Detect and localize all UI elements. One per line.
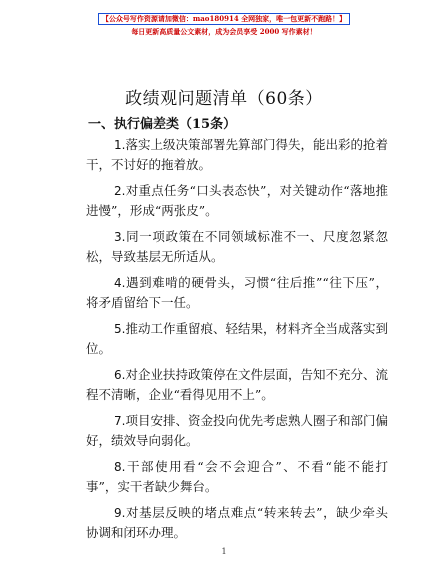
- item-number: 5.: [114, 322, 126, 336]
- item-text: 推动工作重留痕、轻结果，材料齐全当成落实到位。: [86, 321, 388, 356]
- item-text: 对重点任务“口头表态快”，对关键动作“落地推进慢”，形成“两张皮”。: [86, 183, 388, 218]
- list-item: [86, 181, 388, 221]
- list-item: [86, 135, 388, 175]
- item-number: 7.: [114, 414, 126, 428]
- list-item: [86, 365, 388, 405]
- item-number: 6.: [114, 368, 126, 382]
- list-item: [86, 227, 388, 267]
- list-item: [86, 411, 388, 451]
- list-item: [86, 319, 388, 359]
- item-text: 对企业扶持政策停在文件层面，告知不充分、流程不清晰，企业“看得见用不上”。: [86, 367, 388, 402]
- item-number: 1.: [114, 138, 126, 152]
- item-text: 干部使用看“会不会迎合”、不看“能不能打事”，实干者缺少舞台。: [86, 459, 388, 494]
- header-banner: [0, 6, 448, 37]
- item-number: 8.: [114, 460, 126, 474]
- section-heading: 一、执行偏差类（15条）: [88, 117, 237, 132]
- list-item: [86, 457, 388, 497]
- list-item: [86, 503, 388, 543]
- banner-line-2: 每日更新高质量公文素材，成为会员享受 2000 写作素材！: [131, 27, 317, 36]
- item-number: 3.: [114, 230, 126, 244]
- page-number: 1: [221, 547, 227, 556]
- item-text: 遇到难啃的硬骨头，习惯“往后推”“往下压”，将矛盾留给下一任。: [86, 275, 388, 310]
- item-number: 4.: [114, 276, 126, 290]
- item-text: 落实上级决策部署先算部门得失，能出彩的抢着干，不讨好的拖着放。: [86, 137, 388, 172]
- item-list: [86, 135, 388, 549]
- item-number: 2.: [114, 184, 126, 198]
- item-text: 项目安排、资金投向优先考虑熟人圈子和部门偏好，绩效导向弱化。: [86, 413, 388, 448]
- item-number: 9.: [114, 506, 126, 520]
- banner-line-1: 【公众号写作资源请加微信：mao180914 全网独家，唯一包更新不跑路！】: [98, 13, 350, 25]
- item-text: 对基层反映的堵点难点“转来转去”，缺少牵头协调和闭环办理。: [86, 505, 388, 540]
- list-item: [86, 273, 388, 313]
- item-text: 同一项政策在不同领域标准不一、尺度忽紧忽松，导致基层无所适从。: [86, 229, 388, 264]
- document-title: 政绩观问题清单（60条）: [125, 89, 323, 109]
